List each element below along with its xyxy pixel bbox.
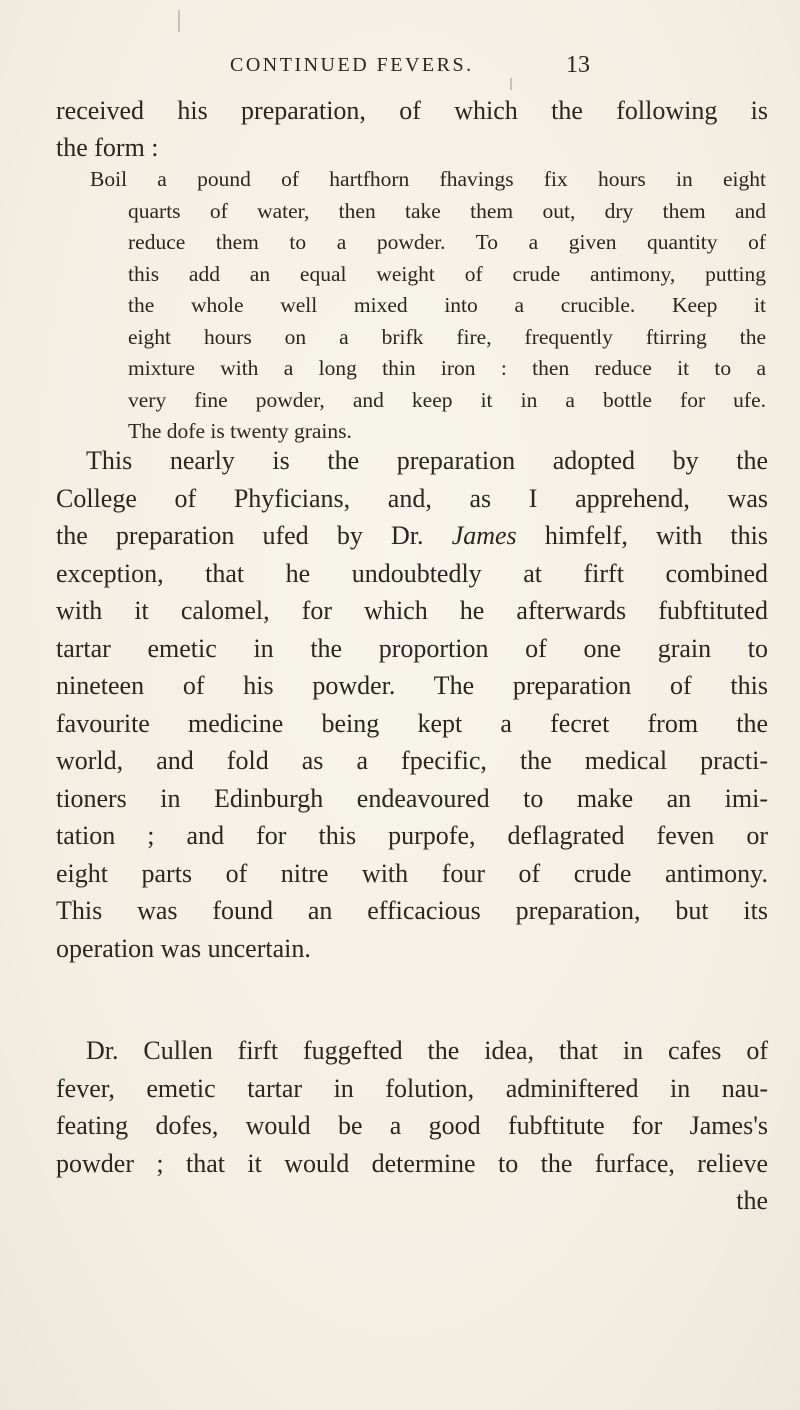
recipe-line: this add an equal weight of crude antimony, putting [128, 261, 766, 286]
recipe-line: reduce them to a powder. To a given quantity of [128, 230, 766, 254]
recipe-line: mixture with a long thin iron : then reduce it to a [128, 356, 766, 380]
text-line: tation ; and for this purpofe, deflagrated feven or [56, 821, 768, 850]
text-line: with it calomel, for which he afterwards fubftituted [56, 596, 768, 625]
stray-ink-mark [510, 78, 512, 90]
stray-ink-mark [178, 10, 180, 32]
text-line: exception, that he undoubtedly at firft combined [56, 558, 768, 588]
paragraph-1 [56, 442, 768, 967]
recipe-line: The dofe is twenty grains. [128, 419, 352, 443]
text-line: the form : [56, 133, 159, 162]
text-line: nineteen of his powder. The preparation of this [56, 671, 768, 700]
text-line: world, and fold as a fpecific, the medical practi- [56, 746, 768, 775]
text-line: Dr. Cullen firft fuggefted the idea, that in cafes of [86, 1036, 768, 1065]
italic-name: James [451, 521, 517, 550]
recipe-line: quarts of water, then take them out, dry them and [128, 198, 766, 223]
text-line: feating dofes, would be a good fubftitute for James's [56, 1111, 768, 1140]
recipe-line: Boil a pound of hartfhorn fhavings fix hours in eight [90, 167, 766, 191]
text-line: tartar emetic in the proportion of one grain to [56, 633, 768, 663]
text-line [56, 517, 768, 555]
recipe-line: the whole well mixed into a crucible. Keep it [128, 293, 766, 317]
text-line: fever, emetic tartar in folution, adminiftered in nau- [56, 1073, 768, 1103]
text-line: tioners in Edinburgh endeavoured to make an imi- [56, 783, 768, 813]
running-title: CONTINUED FEVERS. [230, 54, 474, 76]
text-line: This nearly is the preparation adopted by the [86, 446, 768, 475]
text-line: powder ; that it would determine to the furface, relieve [56, 1148, 768, 1178]
text-line: eight parts of nitre with four of crude antimony. [56, 858, 768, 888]
recipe-block [90, 164, 766, 448]
intro-text [56, 92, 768, 166]
text-line: This was found an efficacious preparation, but its [56, 896, 768, 925]
text-line: favourite medicine being kept a fecret from the [56, 708, 768, 738]
text-line: College of Phyficians, and, as I apprehend, was [56, 483, 768, 513]
text-line: operation was uncertain. [56, 933, 311, 963]
text-fragment: the preparation ufed by Dr. [56, 521, 452, 550]
recipe-line: eight hours on a brifk fire, frequently ftirring the [128, 324, 766, 349]
paragraph-2 [56, 1032, 768, 1220]
text-line: received his preparation, of which the following is [56, 96, 768, 125]
catchword: the [736, 1186, 768, 1215]
text-fragment: himfelf, with this [516, 521, 768, 550]
page-number: 13 [566, 52, 590, 78]
recipe-line: very fine powder, and keep it in a bottle for ufe. [128, 387, 766, 412]
